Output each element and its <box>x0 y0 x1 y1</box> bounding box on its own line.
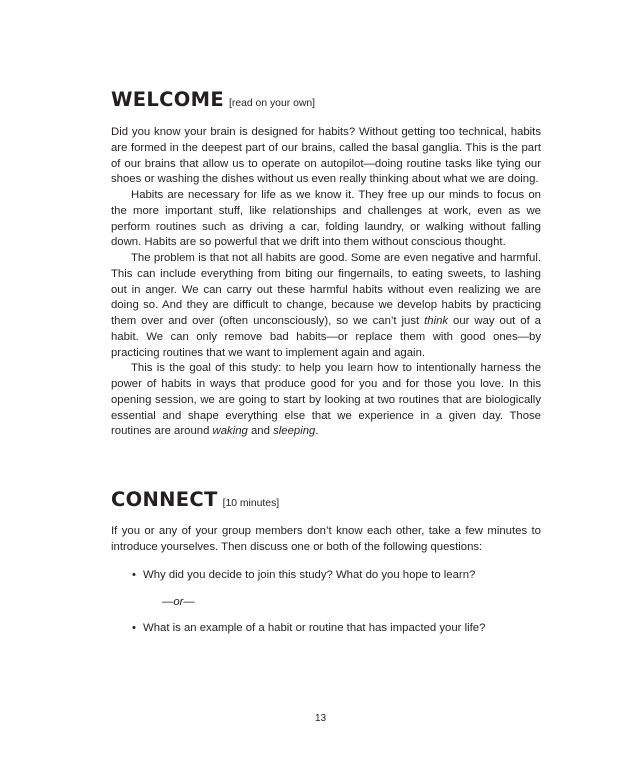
bullet-icon: • <box>132 621 136 634</box>
question-text-1: Why did you decide to join this study? What do you hope to learn? <box>143 569 476 581</box>
connect-body <box>111 524 541 556</box>
welcome-paragraph-1: Did you know your brain is designed for habits? Without getting too technical, habits are formed in the deepest part of our brains, called the basal ganglia. This is the part of our brains that allow us to operate on autopilot—doing routine tasks like tying our shoes or washing the dishes without us even really thinking about what we are doing. <box>111 126 541 186</box>
question-text-2: What is an example of a habit or routine that has impacted your life? <box>143 621 486 634</box>
welcome-heading <box>111 85 315 113</box>
paragraph-3-emphasis: think <box>424 315 449 327</box>
paragraph-4-emphasis-sleeping: sleeping <box>273 425 316 438</box>
question-item-2 <box>111 621 541 637</box>
discussion-questions <box>111 568 541 636</box>
connect-intro: If you or any of your group members don’t know each other, take a few minutes to introduce yourselves. Then discuss one or both of the following questions: <box>111 525 541 553</box>
question-item-1 <box>111 568 541 584</box>
page-number: 13 <box>314 713 327 724</box>
paragraph-3-text-a: The problem is that not all habits are good. Some are even negative and harmful. This can include everything from biting our fingernails, to eating sweets, to lashing out in anger. We can carry out these harmful habits without even realizing we are doing so. And they are difficult to change, because we develop habits by practicing them over and over (often unconsciously), so we can’t just <box>111 252 541 327</box>
welcome-body <box>111 125 541 440</box>
welcome-paragraph-3 <box>111 251 541 361</box>
question-separator: —or— <box>162 595 195 608</box>
connect-heading <box>111 485 279 513</box>
welcome-paragraph-4 <box>111 361 541 440</box>
welcome-note: [read on your own] <box>228 98 316 109</box>
connect-note: [10 minutes] <box>222 498 280 509</box>
bullet-icon: • <box>132 569 136 581</box>
paragraph-3-text-b: our way out of a habit. We can only remove bad habits—or replace them with good ones—by practicing routines that we want to implement again and again. <box>111 315 541 359</box>
welcome-paragraph-2: Habits are necessary for life as we know it. They free up our minds to focus on the more important stuff, like relationships and challenges at work, even as we perform routines such as driving a car, folding laundry, or walking without falling down. Habits are so powerful that we drift into them without conscious thought. <box>111 189 541 249</box>
welcome-title: WELCOME <box>111 88 224 111</box>
paragraph-4-emphasis-waking: waking <box>212 425 248 438</box>
paragraph-4-text-c: . <box>315 425 319 438</box>
connect-title: CONNECT <box>111 488 218 511</box>
paragraph-4-text-b: and <box>247 425 274 438</box>
paragraph-4-text-a: This is the goal of this study: to help you learn how to intentionally harness the power of habits in ways that produce good for you and for those you love. In this opening session, we are going to start by looking at two routines that are biologically essential and shape everything else that we experience in a given day. Those routines are around <box>111 362 541 438</box>
